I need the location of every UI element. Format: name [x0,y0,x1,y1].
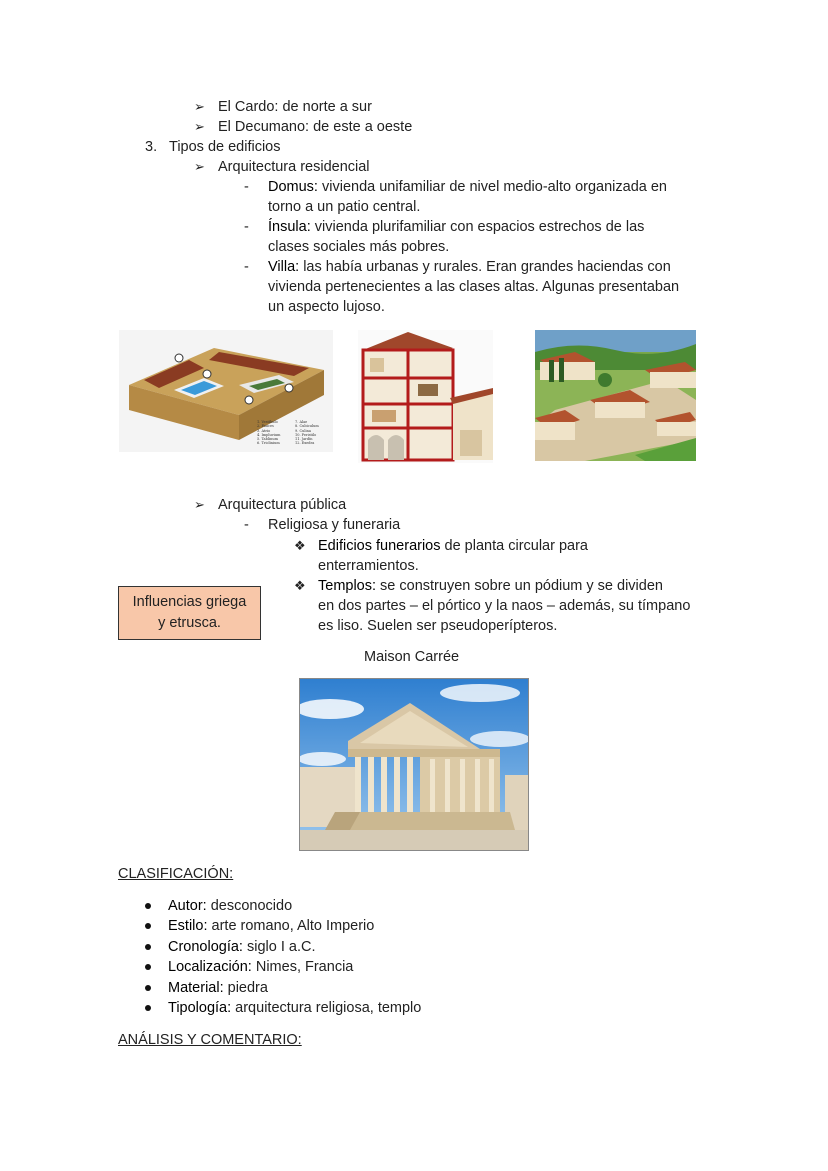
insula-term: Ínsula: [268,219,311,235]
dash-bullet: - [244,179,249,195]
templos-line-1 [318,576,663,596]
legend-item: 1. Vestíbulo [257,420,278,424]
clasificacion-item [168,937,316,957]
villa-line-1 [268,257,671,277]
insula-drawing [358,330,493,463]
dash-bullet: - [244,219,249,235]
clasificacion-item [168,998,421,1018]
villa-illustration [535,330,696,461]
legend-item: 6. Triclinium [257,441,280,446]
item-label: Autor: [168,898,207,914]
legend-item: 10. Peristilo [295,432,317,437]
influences-callout [118,586,261,640]
dash-bullet: - [244,517,249,533]
insula-text-1: vivienda plurifamiliar con espacios estrechos de las [310,219,645,235]
funerarios-term: Edificios funerarios [318,538,441,554]
templos-text-1: se construyen sobre un pódium y se dividen [376,578,663,594]
templos-line-3: es liso. Suelen ser pseudoperípteros. [318,618,558,634]
callout-line-1: Influencias griega [132,594,247,610]
legend-item: 2. Fauces [257,424,274,429]
clasificacion-item [168,978,268,998]
residencial-heading: Arquitectura residencial [218,159,370,175]
arrow-bullet: ➢ [194,159,205,174]
domus-term: Domus: [268,179,318,195]
maison-carree-drawing [300,679,528,850]
item-value: piedra [223,980,268,996]
bullet-dot [145,944,151,950]
bullet-dot [145,923,151,929]
legend-item: 12. Exedra [295,441,315,446]
insula-line-1 [268,217,644,237]
legend-item: 11. Jardín [295,437,313,442]
funerarios-line-2: enterramientos. [318,558,419,574]
legend-item: 5. Tablinum [257,437,278,442]
diamond-bullet: ❖ [294,538,306,553]
item-label: Material: [168,980,224,996]
villa-text-1: las había urbanas y rurales. Eran grandes haciendas con [299,259,671,275]
bullet-dot [145,903,151,909]
templos-line-2: en dos partes – el pórtico y la naos – además, su tímpano [318,598,691,614]
item-value: desconocido [206,898,293,914]
villa-term: Villa: [268,259,300,275]
funerarios-line-1 [318,536,588,556]
insula-illustration [358,330,493,463]
domus-line-1 [268,177,667,197]
legend-item: 9. Culina [295,428,311,433]
diamond-bullet: ❖ [294,578,306,593]
templos-term: Templos: [318,578,377,594]
item-label: Localización: [168,959,252,975]
villa-drawing [535,330,696,461]
clasificacion-item [168,916,374,936]
item-value: arte romano, Alto Imperio [207,918,375,934]
legend-item: 4. Impluvium [257,432,281,437]
arrow-bullet: ➢ [194,119,205,134]
publica-heading: Arquitectura pública [218,497,347,513]
domus-text-1: vivienda unifamiliar de nivel medio-alto organizada en [317,179,667,195]
item-label: Tipología: [168,1000,232,1016]
clasificacion-heading: CLASIFICACIÓN: [118,866,234,882]
section-title: Tipos de edificios [169,139,281,155]
callout-line-2: y etrusca. [158,615,221,631]
item-value: arquitectura religiosa, templo [231,1000,422,1016]
religiosa-heading: Religiosa y funeraria [268,517,401,533]
legend-item: 7. Alae [295,420,308,424]
analisis-heading: ANÁLISIS Y COMENTARIO: [118,1032,302,1048]
section-number: 3. [145,139,158,155]
item-label: Estilo: [168,918,208,934]
item-value: siglo I a.C. [242,939,316,955]
clasificacion-item [168,957,353,977]
bullet-dot [145,964,151,970]
arrow-bullet: ➢ [194,497,205,512]
domus-illustration [119,330,333,452]
item-value: Nimes, Francia [251,959,354,975]
bullet-dot [145,985,151,991]
decumano-text: El Decumano: de este a oeste [218,119,413,135]
legend-item: 8. Cubiculum [295,424,319,429]
insula-line-2: clases sociales más pobres. [268,239,450,255]
villa-line-2: vivienda pertenecientes a las clases altas. Algunas presentaban [268,279,680,295]
legend-item: 3. Atrio [257,428,271,433]
domus-legend [257,420,331,446]
domus-line-2: torno a un patio central. [268,199,421,215]
maison-carree-photo [299,678,529,851]
cardo-text: El Cardo: de norte a sur [218,99,372,115]
villa-line-3: un aspecto lujoso. [268,299,385,315]
maison-caption: Maison Carrée [364,649,460,665]
item-label: Cronología: [168,939,243,955]
arrow-bullet: ➢ [194,99,205,114]
bullet-dot [145,1005,151,1011]
dash-bullet: - [244,259,249,275]
clasificacion-item [168,896,292,916]
funerarios-text-1: de planta circular para [440,538,588,554]
